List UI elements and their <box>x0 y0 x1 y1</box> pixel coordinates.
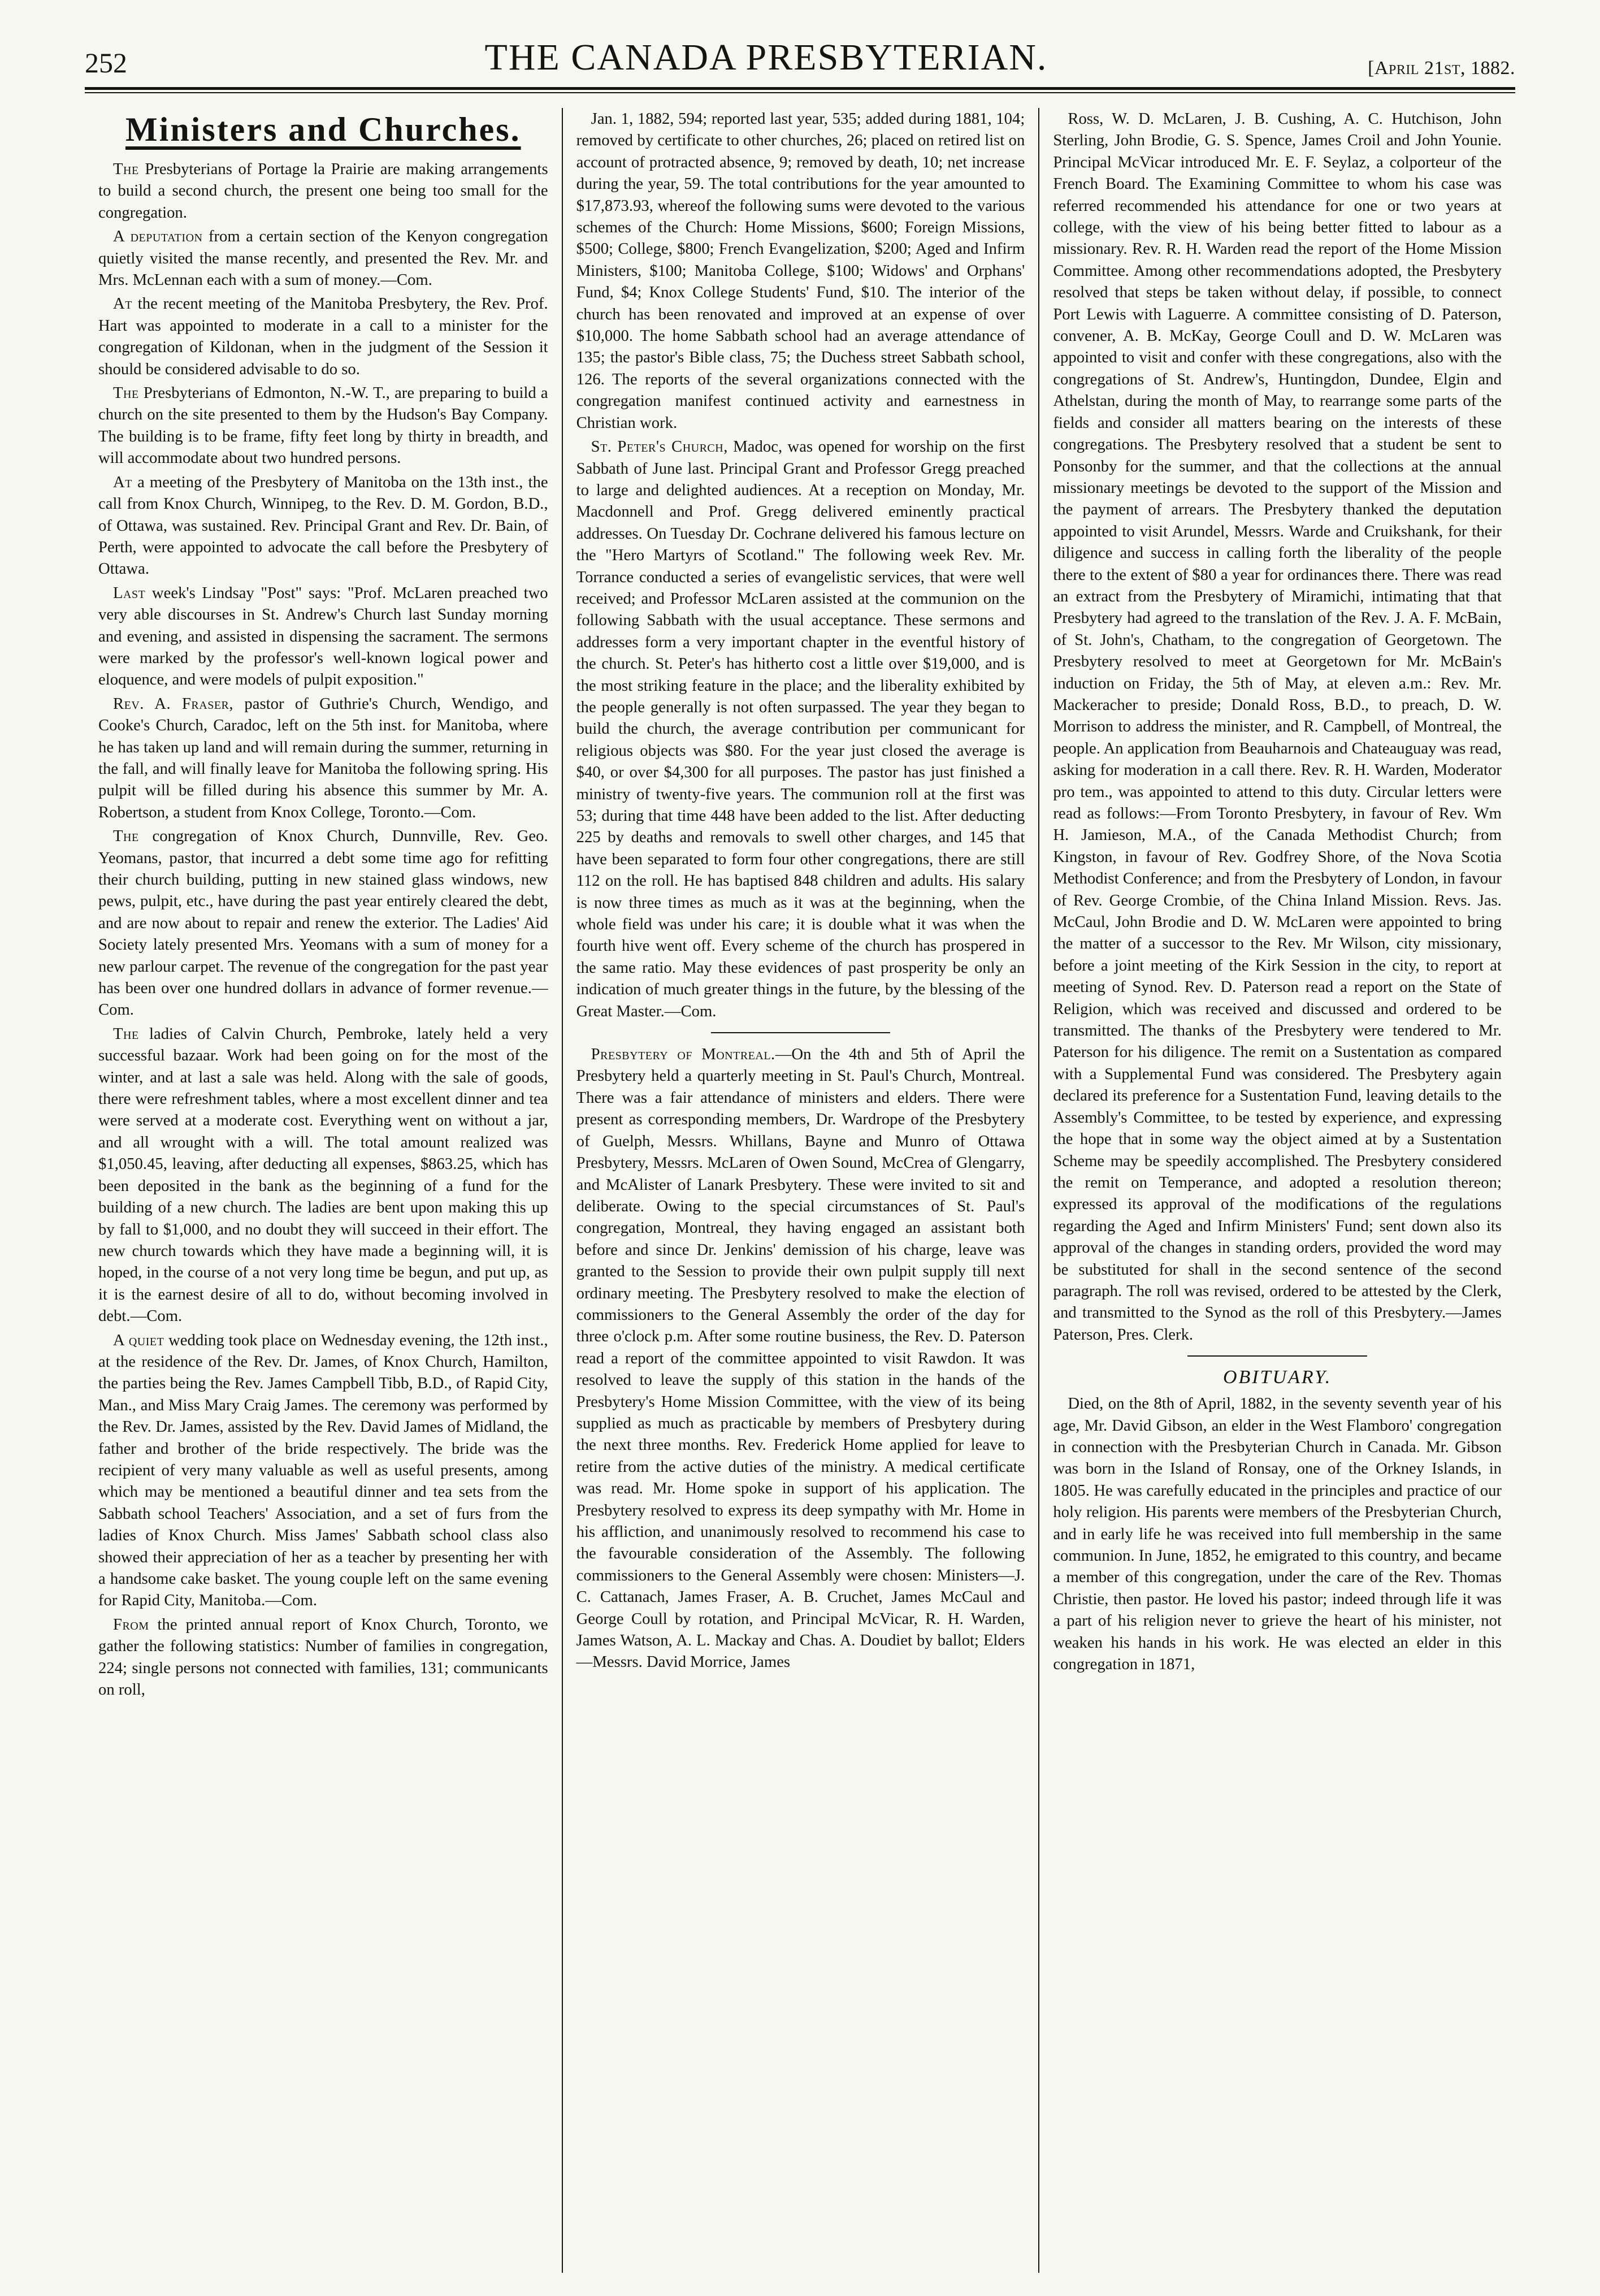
paragraph-text: Presbyterians of Portage la Prairie are making arrangements to build a second church, the present one being too small for the congregation. <box>98 160 548 222</box>
paragraph <box>98 382 548 469</box>
paragraph <box>98 1023 548 1327</box>
paragraph-text: Died, on the 8th of April, 1882, in the seventy seventh year of his age, Mr. David Gibson, an elder in the West Flamboro' congregation in connection with the Presbyterian Church in Canada. Mr. Gibson was born in the Island of Ronsay, one of the Orkney Islands, in 1805. He was carefully educated in the principles and practice of our holy religion. His parents were members of the Presbyterian Church, and in early life he was received into full membership in the same communion. In June, 1852, he emigrated to this country, and became a member of this congregation, under the care of the Rev. Thomas Christie, then pastor. He loved his pastor; indeed through life it was a part of his religion never to grieve the heart of his minister, not weaken his hands in his work. He was elected an elder in this congregation in 1871, <box>1053 1394 1502 1674</box>
paragraph-lead: A quiet <box>113 1331 164 1349</box>
obituary-text <box>1053 1393 1502 1675</box>
paragraph <box>98 471 548 580</box>
obituary-title: OBITUARY. <box>1222 1367 1332 1388</box>
header-rule-thin <box>85 92 1515 93</box>
paragraph-text: pastor of Guthrie's Church, Wendigo, and Cooke's Church, Caradoc, left on the 5th inst. for Manitoba, where he has taken up land and will remain during the summer, returning in the fall, and will finally leave for Manitoba the following spring. His pulpit will be filled during his absence this summer by Mr. A. Robertson, a student from Knox College, Toronto.—Com. <box>98 694 548 821</box>
issue-date: [April 21st, 1882. <box>1368 58 1515 79</box>
column-2 <box>562 108 1039 2273</box>
paragraph-text: Madoc, was opened for worship on the first Sabbath of June last. Principal Grant and Professor Gregg preached to large and delighted audiences. At a reception on Monday, Mr. Macdonnell and Prof. Gregg delivered eminently practical addresses. On Tuesday Dr. Cochrane delivered his famous lecture on the "Hero Martyrs of Scotland." The following week Rev. Mr. Torrance conducted a series of evangelistic services, that were well received; and Professor McLaren assisted at the communion on the following Sabbath with the usual acceptance. These sermons and addresses form a very important chapter in the eventful history of the church. St. Peter's has hitherto cost a little over $19,000, and is the most striking feature in the place; and the liberality exhibited by the people generally is not often surpassed. The year they began to build the church, the average contribution per communicant for religious objects was $80. For the year just closed the average is $40, or over $4,300 for all purposes. The pastor has just finished a ministry of twenty-five years. The communion roll at the first was 53; during that time 448 have been added to the list. After deducting 225 by deaths and removals to swell other charges, and 145 that have been separated to form four other congregations, there are still 112 on the roll. He has baptised 848 children and adults. His salary is now three times as much as it was at the beginning, when the whole field was under his care; it is double what it was when the fourth hive went off. Every scheme of the church has prospered in the same ratio. May these evidences of past prosperity be only an indication of much greater things in the future, by the blessing of the Great Master.—Com. <box>576 437 1025 1020</box>
paragraph-lead: A deputation <box>113 227 203 246</box>
paragraph <box>98 693 548 823</box>
paragraph-text: the printed annual report of Knox Church, Toronto, we gather the following statistics: Number of families in congregation, 224; single persons not connected with families, 131; communicants on roll, <box>98 1615 548 1699</box>
paragraph <box>98 825 548 1021</box>
paragraph-lead: At <box>113 473 132 491</box>
paragraph-lead: At <box>113 294 132 313</box>
paragraph-lead: The <box>113 1024 139 1043</box>
paragraph-lead: Last <box>113 583 146 602</box>
paragraph-lead: Presbytery of Montreal. <box>591 1045 775 1064</box>
paragraph <box>98 226 548 291</box>
paragraph-lead: St. Peter's Church, <box>591 437 728 456</box>
paragraph-text: a meeting of the Presbytery of Manitoba on the 13th inst., the call from Knox Church, Winnipeg, to the Rev. D. M. Gordon, B.D., of Ottawa, was sustained. Rev. Principal Grant and Rev. Dr. Bain, of Perth, were appointed to advocate the call before the Presbytery of Ottawa. <box>98 473 548 578</box>
paragraph-text: the recent meeting of the Manitoba Presbytery, the Rev. Prof. Hart was appointed to moderate in a call to a minister for the congregation of Kildonan, when in the judgment of the Session it should be considered advisable to do so. <box>98 294 548 378</box>
column-3 <box>1038 108 1515 2273</box>
paragraph-lead: From <box>113 1615 149 1634</box>
paragraph <box>98 1329 548 1611</box>
paragraph-text: Presbyterians of Edmonton, N.-W. T., are preparing to build a church on the site presented to them by the Hudson's Bay Company. The building is to be frame, fifty feet long by thirty in breadth, and will accommodate about two hundred persons. <box>98 384 548 467</box>
paragraph-text: from a certain section of the Kenyon congregation quietly visited the manse recently, and presented the Rev. Mr. and Mrs. McLennan each with a sum of money.—Com. <box>98 227 548 289</box>
paragraph-text: week's Lindsay "Post" says: "Prof. McLaren preached two very able discourses in St. Andrew's Church last Sunday morning and evening, and assisted in dispensing the sacrament. The sermons were marked by the professor's well-known logical power and eloquence, and were models of pulpit exposition." <box>98 583 548 689</box>
page-header <box>85 28 1515 79</box>
paragraph <box>576 436 1025 1022</box>
paragraph <box>98 582 548 691</box>
paragraph-text: Jan. 1, 1882, 594; reported last year, 535; added during 1881, 104; removed by certificate to other churches, 26; placed on retired list on account of protracted absence, 9; removed by death, 10; net increase during the year, 59. The total contributions for the year amounted to $17,873.93, whereof the following sums were devoted to the various schemes of the Church: Home Missions, $600; Foreign Missions, $500; College, $800; French Evangelization, $200; Aged and Infirm Ministers, $100; Manitoba College, $100; Widows' and Orphans' Fund, $4; Knox College Students' Fund, $10. The interior of the church has been renovated and improved at an expense of over $10,000. The home Sabbath school had an average attendance of 135; the pastor's Bible class, 75; the Duchess street Sabbath school, 126. The reports of the several organizations connected with the congregation manifest continued activity and earnestness in Christian work. <box>576 110 1025 432</box>
columns <box>85 108 1515 2273</box>
header-rule <box>85 87 1515 90</box>
column-1-text <box>98 158 548 1700</box>
paragraph-lead: The <box>113 160 139 178</box>
paragraph-text: Ross, W. D. McLaren, J. B. Cushing, A. C. Hutchison, John Sterling, John Brodie, G. S. Spence, James Croil and John Younie. Principal McVicar introduced Mr. E. F. Seylaz, a colporteur of the French Board. The Examining Committee to whom his case was referred recommended his attendance for one or two years at college, with the view of his being better fitted to labour as a missionary. Rev. R. H. Warden read the report of the Home Mission Committee. Among other recommendations adopted, the Presbytery resolved that steps be taken without delay, if possible, to connect Port Lewis with Laguerre. A committee consisting of D. Paterson, convener, A. B. McKay, George Coull and D. W. McLaren was appointed to visit and confer with these congregations, also with the congregations of St. Andrew's, Huntingdon, Dundee, Elgin and Athelstan, during the month of May, to rearrange some parts of the fields and consider all matters bearing on the interests of these congregations. The Presbytery resolved that a student be sent to Ponsonby for the summer, and that the collections at the annual missionary meetings be devoted to the support of the Mission and the payment of arrears. The Presbytery thanked the deputation appointed to visit Arundel, Messrs. Warde and Cruikshank, for their diligence and success in calling forth the liberality of the people there to the extent of $80 a year for ordinances there. There was read an extract from the Presbytery of Miramichi, intimating that that Presbytery had agreed to the translation of the Rev. J. A. F. McBain, of St. John's, Chatham, to the congregation of Georgetown. The Presbytery resolved to meet at Georgetown for Mr. McBain's induction on Friday, the 5th of May, at eleven a.m.: Rev. Mr. Mackeracher to preside; Donald Ross, B.D., to preach, D. W. Morrison to address the minister, and R. Campbell, of Montreal, the people. An application from Beauharnois and Chateauguay was read, asking for moderation in a call there. Rev. R. H. Warden, Moderator pro tem., was appointed to attend to this duty. Circular letters were read as follows:—From Toronto Presbytery, in favour of Rev. Wm H. Jamieson, M.A., of the Canada Methodist Church; from Kingston, in favour of Rev. Godfrey Shore, of the Nova Scotia Methodist Conference; and from the Presbytery of London, in favour of Rev. George Crombie, of the China Inland Mission. Revs. Jas. McCaul, John Brodie and D. W. McLaren were appointed to bring the matter of a successor to the Rev. Mr Wilson, city missionary, before a joint meeting of the Kirk Session in the city, to report at meeting of Synod. Rev. D. Paterson read a report on the State of Religion, which was received and discussed and ordered to be transmitted. The thanks of the Presbytery were tendered to Mr. Paterson for his diligence. The remit on a Sustentation as compared with a Supplemental Fund was considered. The Presbytery again declared its preference for a Sustentation Fund, leaving details to the Assembly's Committee, to be tested by experience, and expressing the hope that in some way the object aimed at by a Sustentation Scheme may be speedily accomplished. The Presbytery considered the remit on Temperance, and adopted a resolution thereon; expressed its approval of the modifications of the regulations regarding the Aged and Infirm Ministers' Fund; sent down also its approval of the changes in standing orders, provided the word may be substituted for shall in the second sentence of the second paragraph. The roll was revised, ordered to be attested by the Clerk, and transmitted to the Synod as the roll of this Presbytery.—James Paterson, Pres. Clerk. <box>1053 110 1502 1344</box>
paragraph-lead: The <box>113 827 139 846</box>
paragraph-lead: The <box>113 384 139 402</box>
paragraph-text: —On the 4th and 5th of April the Presbytery held a quarterly meeting in St. Paul's Church, Montreal. There was a fair attendance of ministers and elders. There were present as corresponding members, Dr. Wardrope of the Presbytery of Guelph, Messrs. Whillans, Bayne and Munro of Ottawa Presbytery, Messrs. McLaren of Owen Sound, McCrea of Glengarry, and McAlister of Lanark Presbytery. These were invited to sit and deliberate. Owing to the special circumstances of St. Paul's congregation, Montreal, they having engaged an assistant both before and since Dr. Jenkins' demission of his charge, leave was granted to the Session to provide their own pulpit supply till next ordinary meeting. The Presbytery resolved to make the election of commissioners to the General Assembly the order of the day for three o'clock p.m. After some routine business, the Rev. D. Paterson read a report of the committee appointed to visit Rawdon. It was resolved to leave the supply of this station in the hands of the Presbytery's Home Mission Committee, with the view of its being supplied as much as practicable by members of Presbytery during the next three months. Rev. Frederick Home applied for leave to retire from the active duties of the ministry. A medical certificate was read. Mr. Home spoke in support of his application. The Presbytery resolved to express its deep sympathy with Mr. Home in his affliction, and unanimously resolved to recommend his case to the favourable consideration of the Assembly. The following commissioners to the General Assembly were chosen: Ministers—J. C. Cattanach, James Fraser, A. B. Cruchet, James McCaul and George Coull by rotation, and Principal McVicar, R. H. Warden, James Watson, A. L. Mackay and Chas. A. Doudiet by ballot; Elders—Messrs. David Morrice, James <box>576 1045 1025 1671</box>
masthead: THE CANADA PRESBYTERIAN. <box>484 37 1048 78</box>
paragraph <box>98 293 548 380</box>
paragraph-text: ladies of Calvin Church, Pembroke, lately held a very successful bazaar. Work had been going on for the most of the winter, and at last a sale was held. Along with the sale of goods, there were refreshment tables, where a most excellent dinner and tea were served at a moderate cost. Everything went on without a jar, and all wrought with a will. The total amount realized was $1,050.45, leaving, after deducting all expenses, $863.25, which has been deposited in the bank as the beginning of a fund for the building of a new church. The ladies are bent upon making this up by fall to $1,000, and no doubt they will succeed in their effort. The new church towards which they have made a beginning will, it is hoped, in the course of a not very long time be begun, and put up, as it is the earnest desire of all to do, without becoming involved in debt.—Com. <box>98 1024 548 1325</box>
paragraph <box>1053 108 1502 1345</box>
obituary-divider <box>1187 1355 1367 1357</box>
paragraph-text: wedding took place on Wednesday evening, the 12th inst., at the residence of the Rev. Dr. James, of Knox Church, Hamilton, the parties being the Rev. James Campbell Tibb, B.D., of Rapid City, Man., and Miss Mary Craig James. The ceremony was performed by the Rev. Dr. James, assisted by the Rev. David James of Midland, the father and brother of the bride respectively. The bride was the recipient of very many valuable as well as useful presents, among which may be mentioned a beautiful dinner and tea sets from the Sabbath school Teachers' Association, and a set of furs from the ladies of Knox Church. Miss James' Sabbath school class also showed their appreciation of her as a teacher by presenting her with a handsome cake basket. The young couple left on the same evening for Rapid City, Manitoba.—Com. <box>98 1331 548 1610</box>
paragraph <box>576 1043 1025 1673</box>
paragraph-lead: Rev. A. Fraser, <box>113 694 234 713</box>
column-2-text <box>576 108 1025 1022</box>
paragraph <box>576 108 1025 434</box>
paragraph-text: congregation of Knox Church, Dunnville, Rev. Geo. Yeomans, pastor, that incurred a debt some time ago for refitting their church building, putting in new stained glass windows, new pews, pulpit, etc., have during the past year entirely cleared the debt, and are now about to repair and renew the exterior. The Ladies' Aid Society lately presented Mrs. Yeomans with a sum of money for a new parlour carpet. The revenue of the congregation for the past year has been over one hundred dollars in advance of former revenue.—Com. <box>98 827 548 1019</box>
column-3-text <box>1053 108 1502 1345</box>
page-number: 252 <box>85 47 127 79</box>
presbytery-montreal-report <box>576 1043 1025 1673</box>
paragraph <box>98 1614 548 1701</box>
column-1 <box>85 108 562 2273</box>
paragraph <box>1053 1393 1502 1675</box>
paragraph <box>98 158 548 223</box>
article-divider <box>711 1032 890 1033</box>
section-title: Ministers and Churches. <box>125 111 521 148</box>
